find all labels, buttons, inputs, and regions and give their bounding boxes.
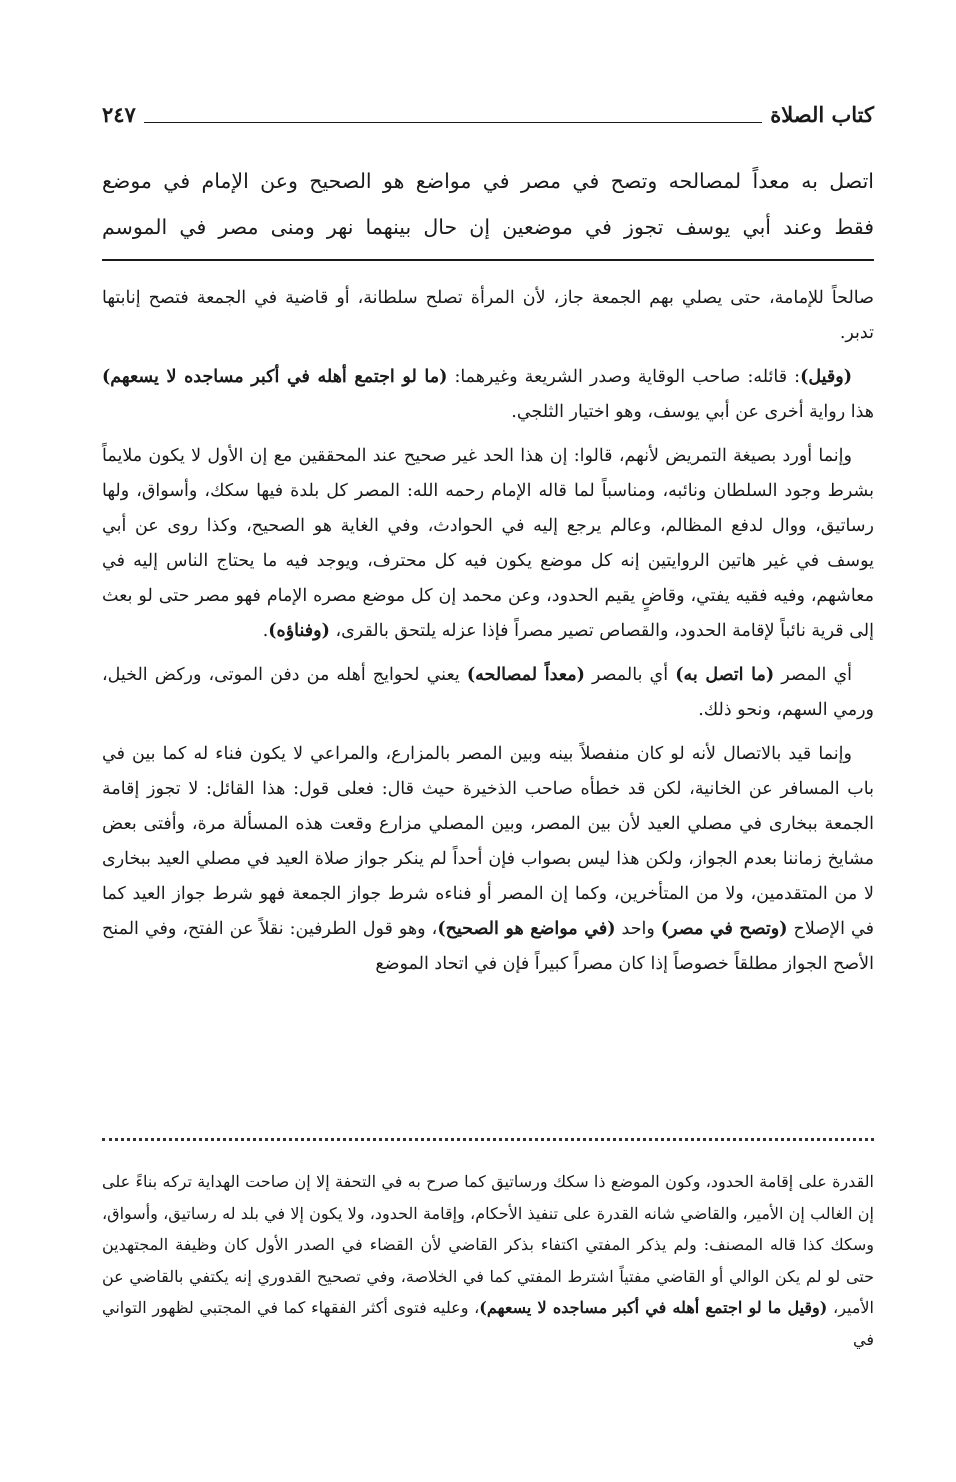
book-page	[102, 0, 874, 1482]
book-title: كتاب الصلاة	[770, 101, 874, 127]
commentary-span: واحد	[615, 919, 661, 939]
quoted-matn: (وتصح في مصر)	[660, 919, 788, 939]
commentary-span: : قائله: صاحب الوقاية وصدر الشريعة وغيرهما:	[447, 367, 801, 387]
commentary-paragraph	[102, 658, 874, 728]
footnote-span: القدرة على إقامة الحدود، وكون الموضع ذا سكك ورساتيق كما صرح به في التحفة إلا إن صاحت الهداية تركه بناءً على إن الغالب إن الأمير، والقاضي شانه القدرة على تنفيذ الأحكام، وإقامة الحدود، ولا يكون إلا في بلد له رساتيق، وأسواق، وسكك كذا قاله المصنف: ولم يذكر المفتي اكتفاء بذكر القاضي لأن القضاء في الصدر الأول كان وظيفة المجتهدين حتى لو لم يكن الوالي أو القاضي مفتياً اشترط المفتي كما في الخلاصة، وفي تصحيح القدوري إنه يكتفي بالقاضي عن الأمير،	[102, 1172, 875, 1317]
commentary-span: أي بالمصر	[584, 665, 676, 685]
commentary-paragraph	[102, 737, 874, 982]
commentary-span: وإنما قيد بالاتصال لأنه لو كان منفصلاً بينه وبين المصر بالمزارع، والمراعي لا يكون فناء له كما بين في باب المسافر عن الخانية، لكن قد خطأه صاحب الذخيرة حيث قال: فعلى قول: هذا القائل: لا تجوز إقامة الجمعة ببخارى في مصلي العيد لأن بين المصر، وبين المصلي مزارع وقعت هذه المسألة مرة، وأفتى بعض مشايخ زماننا بعدم الجواز، ولكن هذا ليس بصواب فإن أحداً لم ينكر جواز صلاة العيد في مصلي العيد ببخارى لا من المتقدمين، ولا من المتأخرين، وكما إن المصر أو فناءه شرط جواز الجمعة فهو شرط جواز العيد كما في الإصلاح	[102, 744, 874, 939]
quoted-matn: (معداً لمصالحه)	[466, 665, 585, 685]
commentary-span: وإنما أورد بصيغة التمريض لأنهم، قالوا: إن هذا الحد غير صحيح عند المحققين مع إن الأول لا يكون ملايماً بشرط وجود السلطان ونائبه، ومناسباً لما قاله الإمام رحمه الله: المصر كل بلدة فيها سكك، وأسواق، ولها رساتيق، ووال لدفع المظالم، وعالم يرجع إليه في الحوادث، وفي الغاية هو الصحيح، وكذا روى عن أبي يوسف في غير هاتين الروايتين إنه كل موضع يكون فيه كل محترف، ويوجد فيه ما يحتاج الناس إليه في معاشهم، وفيه فقيه يفتي، وقاضٍ يقيم الحدود، وعن محمد إن كل موضع مصره الإمام فهو مصر حتى لو بعث إلى قرية نائباً لإقامة الحدود، والقصاص تصير مصراً فإذا عزله يلتحق بالقرى،	[102, 446, 874, 641]
matn-text	[102, 158, 874, 250]
footnote-paragraph	[102, 1166, 874, 1355]
matn-divider	[102, 259, 874, 261]
quoted-matn: (وفناؤه)	[268, 621, 330, 641]
commentary-span: يعني لحوايج أهله من دفن الموتى، وركض الخيل، ورمي السهم، ونحو ذلك.	[102, 665, 874, 720]
quoted-matn: (وقيل)	[800, 367, 852, 387]
quoted-matn: (ما اتصل به)	[675, 665, 775, 685]
commentary-paragraph	[102, 360, 874, 430]
matn-line: فقط وعند أبي يوسف تجوز في موضعين إن حال بينهما نهر ومنى مصر في الموسم	[102, 215, 874, 239]
footnote-span: ، وعليه فتوى أكثر الفقهاء كما في المجتبي لظهور التواني في	[102, 1298, 874, 1349]
commentary-text	[102, 281, 874, 991]
quoted-matn: (وقيل ما لو اجتمع أهله في أكبر مساجده لا يسعهم)	[479, 1298, 828, 1317]
matn-line: اتصل به معداً لمصالحه وتصح في مصر في مواضع هو الصحيح وعن الإمام في موضع	[102, 169, 874, 193]
header-rule	[144, 122, 762, 123]
page-number: ٢٤٧	[102, 101, 136, 127]
commentary-span: .	[262, 621, 269, 641]
footnote-text	[102, 1166, 874, 1355]
commentary-span: أي المصر	[774, 665, 853, 685]
commentary-span: ، وهو قول الطرفين: نقلاً عن الفتح، وفي المنح الأصح الجواز مطلقاً خصوصاً إذا كان مصراً كبيراً فإن في اتحاد الموضع	[102, 919, 874, 974]
commentary-paragraph	[102, 439, 874, 649]
quoted-matn: (ما لو اجتمع أهله في أكبر مساجده لا يسعهم)	[102, 367, 448, 387]
quoted-matn: (في مواضع هو الصحيح)	[437, 919, 616, 939]
footnote-divider	[102, 1138, 874, 1141]
running-header	[102, 96, 874, 132]
commentary-span: هذا رواية أخرى عن أبي يوسف، وهو اختيار الثلجي.	[511, 402, 874, 422]
commentary-paragraph: صالحاً للإمامة، حتى يصلي بهم الجمعة جاز، لأن المرأة تصلح سلطانة، أو قاضية في الجمعة فتصح إنابتها تدبر.	[102, 288, 874, 343]
